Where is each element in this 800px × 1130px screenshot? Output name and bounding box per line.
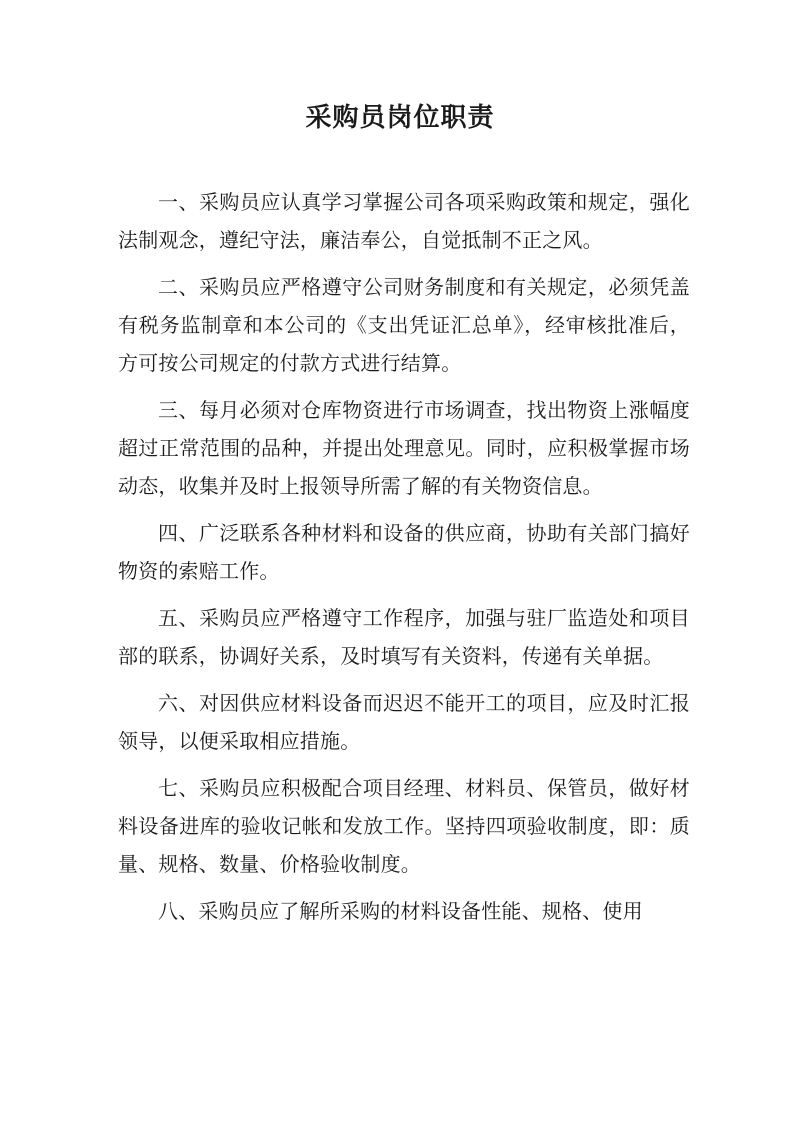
paragraph-2: 二、采购员应严格遵守公司财务制度和有关规定，必须凭盖有税务监制章和本公司的《支出凭证汇总单》，经审核批准后，方可按公司规定的付款方式进行结算。 [118,275,690,375]
paragraph-5: 五、采购员应严格遵守工作程序，加强与驻厂监造处和项目部的联系，协调好关系，及时填写有关资料，传递有关单据。 [118,606,690,668]
paragraph-6: 六、对因供应材料设备而迟迟不能开工的项目，应及时汇报领导，以便采取相应措施。 [118,691,690,753]
paragraph-7: 七、采购员应积极配合项目经理、材料员、保管员，做好材料设备进库的验收记帐和发放工作。坚持四项验收制度，即：质量、规格、数量、价格验收制度。 [118,776,690,876]
document-body [118,183,690,939]
document-title: 采购员岗位职责 [305,103,495,133]
paragraph-4: 四、广泛联系各种材料和设备的供应商，协助有关部门搞好物资的索赔工作。 [118,521,690,583]
paragraph-3: 三、每月必须对仓库物资进行市场调查，找出物资上涨幅度超过正常范围的品种，并提出处理意见。同时，应积极掌握市场动态，收集并及时上报领导所需了解的有关物资信息。 [118,398,690,498]
paragraph-8: 八、采购员应了解所采购的材料设备性能、规格、使用 [158,899,643,923]
paragraph-1: 一、采购员应认真学习掌握公司各项采购政策和规定，强化法制观念，遵纪守法，廉洁奉公，自觉抵制不正之风。 [118,190,690,252]
